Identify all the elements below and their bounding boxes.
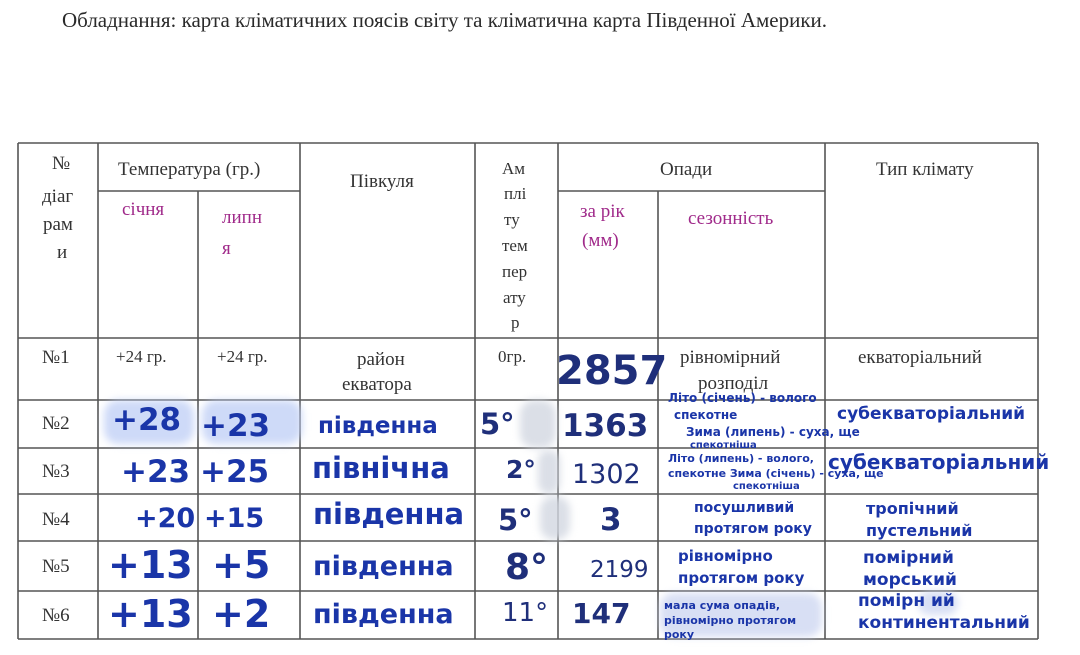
row2-jan: +28 (112, 402, 182, 438)
row4-num: №4 (42, 509, 70, 530)
row4-hemisphere: південна (313, 497, 465, 531)
row4-amplitude: 5° (498, 503, 533, 537)
row4-jul: +15 (204, 503, 265, 534)
row2-season-3: Зима (липень) - суха, ще (686, 425, 860, 439)
header-num-4: и (57, 242, 68, 263)
header-july-2: я (222, 238, 231, 259)
row3-hemisphere: північна (312, 451, 450, 485)
row3-num: №3 (42, 461, 70, 482)
row3-jan: +23 (121, 454, 191, 490)
header-seasonality: сезонність (688, 208, 774, 229)
row1-jan: +24 гр. (116, 347, 167, 366)
row6-season-3: року (664, 628, 695, 641)
header-july-1: липн (222, 207, 262, 228)
row6-year: 147 (572, 597, 631, 630)
row6-season-1: мала сума опадів, (664, 599, 781, 612)
row4-climate-2: пустельний (866, 521, 973, 540)
row2-year: 1363 (562, 408, 649, 444)
header-amp-6: ату (503, 288, 526, 307)
header-january: січня (122, 199, 165, 220)
row2-season-4: спекотніша (690, 440, 757, 451)
header-num-3: рам (43, 214, 73, 235)
row2-hemisphere: південна (318, 413, 438, 439)
row6-num: №6 (42, 605, 70, 626)
row3-climate: субекваторіальний (828, 450, 1050, 474)
row6-amplitude: 11° (502, 598, 549, 628)
header-precipitation: Опади (660, 159, 713, 180)
row5-num: №5 (42, 556, 70, 577)
row1-num: №1 (42, 347, 70, 368)
header-per-year-2: (мм) (582, 230, 619, 251)
row5-amplitude: 8° (505, 547, 549, 588)
row5-hemisphere: південна (313, 551, 454, 582)
row4-season-2: протягом року (694, 521, 812, 537)
header-amp-4: тем (502, 236, 528, 255)
row5-climate-1: помірний (863, 548, 954, 568)
row5-climate-2: морський (863, 570, 957, 590)
row1-climate: екваторіальний (858, 347, 982, 368)
row5-season-1: рівномірно (678, 547, 773, 565)
row3-jul: +25 (200, 454, 270, 490)
row6-climate-1: помірн ий (858, 591, 955, 611)
row3-season-3: спекотніша (733, 481, 800, 492)
row3-season-1: Літо (липень) - волого, (668, 452, 814, 465)
row1-amplitude: 0гр. (498, 347, 527, 366)
header-num-2: діаг (42, 186, 74, 207)
smudge-mark (538, 450, 560, 494)
row3-season-2: спекотне Зима (січень) - суха, ще (668, 467, 884, 480)
row6-season-2: рівномірно протягом (664, 614, 797, 627)
row5-jan: +13 (108, 543, 193, 587)
row4-jan: +20 (135, 503, 196, 534)
row2-jul: +23 (201, 408, 271, 444)
header-amp-2: плі (504, 184, 527, 203)
row1-season-1: рівномірний (680, 347, 781, 368)
header-amp-5: пер (502, 262, 528, 281)
row2-season-2: спекотне (674, 408, 738, 422)
row5-season-2: протягом року (678, 569, 805, 587)
row5-jul: +5 (212, 543, 271, 587)
header-amp-7: р (511, 313, 520, 332)
row3-year: 1302 (572, 459, 641, 490)
row1-hemisphere-1: район (357, 349, 405, 370)
row6-jul: +2 (212, 592, 271, 636)
row4-climate-1: тропічний (866, 499, 959, 518)
smudge-mark (540, 496, 570, 540)
header-amp-3: ту (504, 210, 520, 229)
header-num-1: № (52, 153, 71, 174)
row6-climate-2: континентальний (858, 613, 1030, 633)
row1-hemisphere-2: екватора (342, 374, 412, 395)
row3-amplitude: 2° (506, 455, 536, 484)
header-temperature: Температура (гр.) (118, 159, 261, 180)
header-climate-type: Тип клімату (876, 159, 974, 180)
row1-season-2: розподіл (698, 373, 769, 394)
row4-season-1: посушливий (694, 500, 795, 516)
header-amp-1: Ам (502, 159, 526, 178)
row5-year: 2199 (590, 557, 649, 583)
row4-year: 3 (600, 502, 622, 538)
header-per-year-1: за рік (580, 201, 625, 222)
row2-climate: субекваторіальний (837, 404, 1026, 424)
row1-jul: +24 гр. (217, 347, 268, 366)
document-title: Обладнання: карта кліматичних поясів світу та кліматична карта Південної Америки. (62, 8, 828, 32)
smudge-mark (520, 400, 556, 448)
row2-season-1: Літо (січень) - волого (668, 391, 817, 405)
row1-year: 2857 (556, 348, 668, 394)
row6-hemisphere: південна (313, 599, 454, 630)
row2-amplitude: 5° (480, 407, 515, 441)
row6-jan: +13 (108, 592, 193, 636)
header-hemisphere: Півкуля (350, 171, 414, 192)
row2-num: №2 (42, 413, 70, 434)
